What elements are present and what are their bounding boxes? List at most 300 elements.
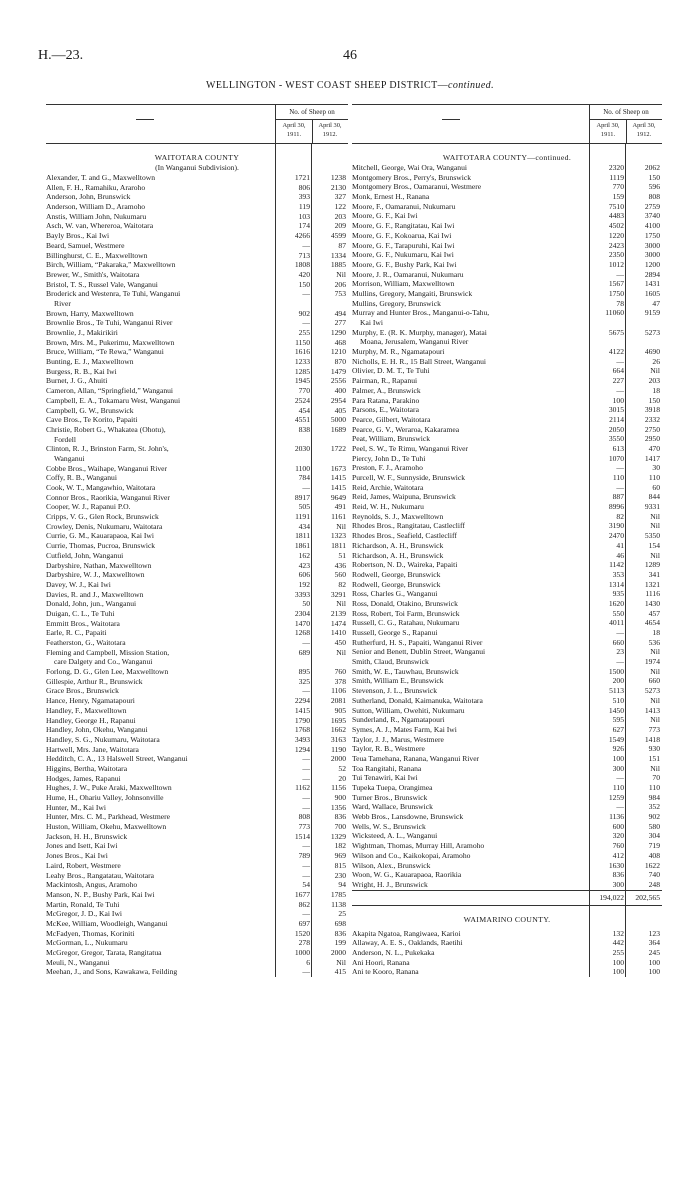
owner-name: Rodwell, George, Brunswick <box>352 569 441 579</box>
owner-name: McFadyen, Thomas, Koriniti <box>46 928 135 938</box>
sheep-1911: 82 <box>616 511 624 521</box>
owner-name: Pairman, R., Rapanui <box>352 376 418 386</box>
sheep-1912: 94 <box>338 880 346 890</box>
owner-name: Ross, Donald, Otakino, Brunswick <box>352 598 458 608</box>
owner-name: Campbell, G. W., Brunswick <box>46 405 134 415</box>
sheep-1912: 364 <box>648 938 660 948</box>
sheep-1911: 4011 <box>609 618 624 628</box>
sheep-1912: 1474 <box>330 618 346 628</box>
table-row <box>46 871 348 881</box>
year-1911-header: April 30, 1911. <box>276 120 313 144</box>
year-1911-header: April 30, 1911. <box>590 120 627 144</box>
owner-name: Campbell, E. A., Tokamaru West, Wanganui <box>46 395 181 405</box>
owner-name: Symes, A. J., Mates Farm, Kai Iwi <box>352 724 457 734</box>
table-row <box>352 948 662 958</box>
table-header <box>352 104 662 144</box>
owner-name: Emmitt Bros., Waitotara <box>46 618 120 628</box>
sheep-1911: 1285 <box>294 366 310 376</box>
owner-name: Hedditch, C. A., 13 Halswell Street, Wanganui <box>46 754 188 764</box>
owner-name: Pearce, Gilbert, Waitotara <box>352 414 431 424</box>
table-row <box>46 570 348 580</box>
owner-name: Alexander, T. and G., Maxwelltown <box>46 173 156 182</box>
sheep-1911: 689 <box>298 647 310 657</box>
sheep-1912: 844 <box>648 492 660 502</box>
sheep-1912: 415 <box>334 967 346 977</box>
sheep-1912: 1885 <box>330 260 346 270</box>
owner-name: Parsons, E., Waitotara <box>352 405 419 415</box>
sheep-1912: 2062 <box>644 163 660 172</box>
owner-name: Mullins, Gregory, Brunswick <box>352 298 441 308</box>
owner-name: Featherston, G., Waitotara <box>46 638 126 647</box>
table-row <box>352 182 662 192</box>
owner-name: Reid, W. H., Nukumaru <box>352 502 424 512</box>
table-row <box>352 967 662 977</box>
owner-name: Mitchell, George, Wai Ora, Wanganui <box>352 163 467 172</box>
table-row <box>46 774 348 784</box>
owner-name: Anderson, N. L., Pukekaka <box>352 947 435 957</box>
table-row <box>352 638 662 648</box>
sheep-1911: 4266 <box>294 231 310 241</box>
sheep-1912: 100 <box>648 957 660 967</box>
owner-name: Hunter, Mrs. C. M., Parkhead, Westmere <box>46 812 171 822</box>
sheep-1912: 1431 <box>644 279 660 289</box>
owner-name: Jones Bros., Kai Iwi <box>46 851 108 861</box>
sheep-1911: 606 <box>298 570 310 580</box>
sheep-1912: Nil <box>650 666 660 676</box>
sheep-1912: 18 <box>652 385 660 395</box>
owner-name: McKee, William, Woodleigh, Wanganui <box>46 918 168 928</box>
table-row <box>352 531 662 541</box>
sheep-1911: 162 <box>298 550 310 560</box>
table-row <box>46 357 348 367</box>
sheep-1912: 151 <box>648 753 660 763</box>
owner-name: Handley, John, Okehu, Wanganui <box>46 725 148 735</box>
owner-name: Sunderland, R., Ngamatapouri <box>352 715 445 725</box>
sheep-1911: 1142 <box>609 560 624 570</box>
table-row <box>352 715 662 725</box>
sheep-1912: 1161 <box>331 512 346 522</box>
owner-name: Gillespie, Arthur R., Brunswick <box>46 676 143 686</box>
sheep-1912: 536 <box>648 637 660 647</box>
sheep-1911: 3550 <box>608 434 624 444</box>
sheep-1911: 600 <box>612 821 624 831</box>
table-row-continuation <box>46 435 348 445</box>
sheep-1912: 3740 <box>644 211 660 221</box>
table-row <box>46 822 348 832</box>
table-row <box>352 521 662 531</box>
owner-name: Donald, John, jun., Wanganui <box>46 599 137 609</box>
owner-name: Mackintosh, Angus, Aramoho <box>46 880 138 890</box>
table-row <box>352 802 662 812</box>
sheep-1912: 905 <box>334 705 346 715</box>
owner-name: Preston, F. J., Aramoho <box>352 463 423 473</box>
sheep-1912: 969 <box>334 851 346 861</box>
owner-name: River <box>54 298 71 308</box>
sheep-1912: 199 <box>334 938 346 948</box>
sheep-1911: 1415 <box>294 705 310 715</box>
sheep-1912: 930 <box>648 744 660 754</box>
table-row <box>46 561 348 571</box>
county-heading-waimarino: WAIMARINO COUNTY. <box>463 914 551 924</box>
sheep-1912: 1238 <box>330 173 346 182</box>
sheep-1911: 103 <box>298 211 310 221</box>
table-row <box>352 551 662 561</box>
owner-name: Wilson and Co., Kaikokopai, Aramoho <box>352 850 471 860</box>
table-row <box>46 260 348 270</box>
owner-name: Cooper, W. J., Rapanui P.O. <box>46 502 131 512</box>
sheep-1911: — <box>302 763 310 773</box>
owner-name: Rodwell, George, Brunswick <box>352 579 441 589</box>
sheep-1912: 2081 <box>330 696 346 706</box>
table-row <box>46 861 348 871</box>
owner-name: Ross, Charles G., Wanganui <box>352 589 438 599</box>
title-text: WELLINGTON - WEST COAST SHEEP DISTRICT— <box>206 80 449 91</box>
table-row <box>352 289 662 299</box>
owner-name: Russell, George S., Rapanui <box>352 628 438 637</box>
table-row <box>46 502 348 512</box>
sheep-1911: 1150 <box>295 337 310 347</box>
owner-name: Peel, S. W., Te Rimu, Wanganui River <box>352 443 469 453</box>
table-row <box>46 735 348 745</box>
table-row <box>352 512 662 522</box>
sheep-1911: 8996 <box>608 502 624 512</box>
sheep-1911: 442 <box>612 938 624 948</box>
sheep-1911: 1750 <box>608 288 624 298</box>
owner-name: Tupeka Tuepa, Orangimea <box>352 783 433 792</box>
owner-name: Burnet, J. G., Ahuiti <box>46 376 108 386</box>
sheep-1912: 248 <box>648 879 660 889</box>
sheep-1911: 5113 <box>609 686 624 696</box>
table-row <box>352 173 662 183</box>
owner-name: Wilson, Alex., Brunswick <box>352 860 431 870</box>
table-row <box>352 618 662 628</box>
table-row <box>46 783 348 793</box>
sheep-1911: 664 <box>612 366 624 376</box>
owner-name: Smith, Claud, Brunswick <box>352 657 429 667</box>
table-row <box>46 890 348 900</box>
page-number: 46 <box>343 48 357 63</box>
table-row <box>352 773 662 783</box>
table-row <box>352 308 662 318</box>
owner-name: Handley, George H., Rapanui <box>46 715 136 725</box>
table-row <box>46 221 348 231</box>
sheep-1912: 1289 <box>644 560 660 570</box>
sheep-1912: 405 <box>334 405 346 415</box>
table-row <box>46 803 348 813</box>
table-row <box>352 463 662 473</box>
sheep-1911: 7510 <box>608 201 624 211</box>
sheep-1912: 122 <box>334 202 346 212</box>
table-row <box>352 831 662 841</box>
county-heading-continued: WAITOTARA COUNTY—continued. <box>442 153 572 162</box>
sheep-1911: — <box>302 289 310 299</box>
sheep-1911: 278 <box>298 938 310 948</box>
sheep-1912: 1329 <box>330 831 346 841</box>
owner-name: Cobbe Bros., Waihape, Wanganui River <box>46 463 168 473</box>
owner-name: Robertson, N. D., Waireka, Papaiti <box>352 560 458 570</box>
table-row <box>352 676 662 686</box>
owner-name: Hance, Henry, Ngamatapouri <box>46 696 135 706</box>
sheep-1911: 770 <box>298 386 310 396</box>
table-row <box>352 609 662 619</box>
sheep-1911: 320 <box>612 831 624 841</box>
owner-name: Manson, N. P., Bushy Park, Kai Iwi <box>46 889 155 899</box>
sheep-1911: 412 <box>612 850 624 860</box>
sheep-1911: 926 <box>612 744 624 754</box>
owner-name: Darbyshire, W. J., Maxwelltown <box>46 570 145 580</box>
sheep-1911: — <box>302 773 310 783</box>
table-row <box>46 628 348 638</box>
sheep-1912: 18 <box>652 628 660 637</box>
owner-name: Fleming and Campbell, Mission Station, <box>46 647 170 657</box>
owner-name: Clinton, R. J., Brinston Farm, St. John's, <box>46 444 169 454</box>
table-row <box>352 386 662 396</box>
owner-name: Bayly Bros., Kai Iwi <box>46 231 110 241</box>
sheep-1911: 6 <box>306 957 310 967</box>
sheep-1911: 2114 <box>609 414 624 424</box>
sheep-1911: 2294 <box>294 696 310 706</box>
total-1911: 194,022 <box>599 892 624 902</box>
owner-name: Earle, R. C., Papaiti <box>46 628 107 638</box>
table-row <box>352 270 662 280</box>
table-row <box>46 396 348 406</box>
sheep-1912: Nil <box>650 366 660 376</box>
table-row <box>46 415 348 425</box>
sheep-1911: 697 <box>298 918 310 928</box>
sheep-1911: 1100 <box>295 463 310 473</box>
table-row <box>352 754 662 764</box>
sheep-1911: 1233 <box>294 357 310 367</box>
table-row <box>46 686 348 696</box>
sheep-1912: 470 <box>648 443 660 453</box>
sheep-1911: 41 <box>616 540 624 550</box>
sheep-1911: 46 <box>616 550 624 560</box>
table-row <box>352 202 662 212</box>
sheep-1911: 174 <box>298 221 310 231</box>
sheep-1911: 902 <box>298 308 310 318</box>
sheep-1912: Nil <box>650 521 660 531</box>
table-row <box>46 745 348 755</box>
sheep-1911: 806 <box>298 182 310 192</box>
sheep-1912: 870 <box>334 357 346 367</box>
table-row <box>352 357 662 367</box>
table-row <box>46 473 348 483</box>
sheep-1911: 895 <box>298 667 310 677</box>
owner-name: Stevenson, J. L., Brunswick <box>352 686 438 696</box>
sheep-1911: 325 <box>298 676 310 686</box>
owner-name: Wright, H. J., Brunswick <box>352 879 428 889</box>
sheep-1912: 2950 <box>644 434 660 444</box>
owner-name: Murphy, E. (R. K. Murphy, manager), Matai <box>352 327 487 337</box>
table-row <box>46 464 348 474</box>
sheep-1911: 627 <box>612 724 624 734</box>
table-row <box>352 812 662 822</box>
table-row <box>46 919 348 929</box>
header-dash <box>442 119 460 120</box>
owner-name: Moore, G. F., Tarapuruhi, Kai Iwi <box>352 240 455 250</box>
owner-name: Sutton, William, Owehiti, Nukumaru <box>352 705 465 715</box>
table-row <box>46 967 348 977</box>
owner-name: Murphy, M. R., Ngamatapouri <box>352 347 445 357</box>
sheep-1911: 300 <box>612 763 624 773</box>
owner-name: Meuli, N., Wanganui <box>46 957 110 967</box>
sheep-1912: 209 <box>334 221 346 231</box>
owner-name: Ross, Robert, Toi Farm, Brunswick <box>352 608 460 618</box>
owner-name: Bunting, E. J., Maxwelltown <box>46 357 134 367</box>
owner-name: Grace Bros., Brunswick <box>46 686 119 696</box>
sheep-1912: 2556 <box>330 376 346 386</box>
table-row <box>46 192 348 202</box>
sheep-1911: 4502 <box>608 221 624 231</box>
owner-name: Christie, Robert G., Whakatea (Ohotu), <box>46 424 166 434</box>
owner-name: Hume, H., Ohariu Valley, Johnsonville <box>46 793 164 802</box>
sheep-1911: 770 <box>612 182 624 192</box>
sheep-1911: 3190 <box>608 521 624 531</box>
table-row <box>352 841 662 851</box>
sheep-1912: 2130 <box>330 182 346 192</box>
table-row <box>46 551 348 561</box>
owner-name: Moore, G. F., Nukumaru, Kai Iwi <box>352 250 454 260</box>
sheep-1911: 1070 <box>608 453 624 463</box>
owner-name: Montgomery Bros., Perry's, Brunswick <box>352 172 472 182</box>
title-continued: continued. <box>448 80 494 91</box>
table-row <box>46 696 348 706</box>
sheep-1912: 1605 <box>644 288 660 298</box>
page-title <box>0 80 700 91</box>
sheep-1911: 3393 <box>294 589 310 599</box>
sheep-1911: 789 <box>298 851 310 861</box>
sheep-1911: 760 <box>612 841 624 851</box>
sheep-1911: — <box>302 967 310 977</box>
sheep-1912: 1811 <box>331 541 346 551</box>
sheep-1911: 1861 <box>294 541 310 551</box>
table-row <box>46 347 348 357</box>
sheep-1912: 596 <box>648 182 660 192</box>
sheep-1911: 150 <box>298 279 310 289</box>
owner-name: Davies, R. and J., Maxwelltown <box>46 589 144 599</box>
owner-name: Teua Tamehana, Ranana, Wanganui River <box>352 753 480 763</box>
sheep-1912: 100 <box>648 967 660 977</box>
sheep-1911: 660 <box>612 637 624 647</box>
table-row <box>352 211 662 221</box>
table-row <box>46 280 348 290</box>
owner-name: Crowley, Denis, Nukumaru, Waitotara <box>46 521 163 531</box>
table-row <box>46 938 348 948</box>
owner-name: Smith, W. E., Tauwhau, Brunswick <box>352 666 459 676</box>
owner-name: Smith, William E., Brunswick <box>352 676 444 686</box>
table-row <box>352 764 662 774</box>
sheep-1911: 862 <box>298 899 310 909</box>
owner-name: Leahy Bros., Rangatatau, Waitotara <box>46 870 155 880</box>
owner-name: Pearce, G. V., Weraroa, Kakaramea <box>352 424 460 434</box>
sheep-1911: 2470 <box>608 531 624 541</box>
sheep-1911: — <box>616 773 624 783</box>
table-row <box>46 599 348 609</box>
sheep-1911: 159 <box>612 192 624 202</box>
owner-name: Morrison, William, Maxwelltown <box>352 279 455 289</box>
table-row <box>46 609 348 619</box>
table-row <box>352 473 662 483</box>
sheep-1911: 1268 <box>294 628 310 638</box>
table-row <box>352 667 662 677</box>
sheep-1911: 1616 <box>294 347 310 357</box>
sheep-1912: 150 <box>648 395 660 405</box>
owner-name: Moore, G. F., Bushy Park, Kai Iwi <box>352 259 457 269</box>
sheep-1912: 984 <box>648 792 660 802</box>
sheep-1911: — <box>302 483 310 492</box>
sheep-1912: 580 <box>648 821 660 831</box>
sheep-1912: 660 <box>648 676 660 686</box>
sheep-1912: 1622 <box>644 860 660 870</box>
owner-name: Hughes, J. W., Puke Araki, Maxwelltown <box>46 783 172 793</box>
sheep-1912: 5273 <box>644 686 660 696</box>
sheep-1911: 255 <box>612 947 624 957</box>
table-row <box>46 531 348 541</box>
owner-name: Currie, Thomas, Pucroa, Brunswick <box>46 541 156 551</box>
sheep-1911: 132 <box>612 928 624 938</box>
sheep-1911: 1012 <box>608 259 624 269</box>
owner-name: Allen, F. H., Ramahiku, Araroho <box>46 182 146 192</box>
sheep-1911: 808 <box>298 812 310 822</box>
table-row <box>352 870 662 880</box>
owner-name: Taylor, R. B., Westmere <box>352 744 425 754</box>
sheep-1912: 719 <box>648 841 660 851</box>
sheep-1911: — <box>302 860 310 870</box>
sheep-1912: 1417 <box>644 453 660 463</box>
sheep-1911: 2423 <box>608 240 624 250</box>
sheep-1911: 23 <box>616 647 624 657</box>
sheep-1911: 935 <box>612 589 624 599</box>
owner-name: Darbyshire, Nathan, Maxwelltown <box>46 560 152 570</box>
table-row <box>352 851 662 861</box>
sheep-1912: 698 <box>334 918 346 928</box>
table-row <box>352 570 662 580</box>
owner-name: care Dalgety and Co., Wanganui <box>54 657 153 667</box>
owner-name: Richardson, A. H., Brunswick <box>352 550 444 560</box>
sheep-1911: 100 <box>612 395 624 405</box>
sheep-count-header <box>589 105 662 143</box>
sheep-1912: 3163 <box>330 734 346 744</box>
sheep-1911: 1768 <box>294 725 310 735</box>
sheep-1912: Nil <box>650 511 660 521</box>
no-of-sheep-label: No. of Sheep on <box>276 105 348 120</box>
owner-name: Tui Tenawiri, Kai Iwi <box>352 773 418 783</box>
sheep-1911: 110 <box>612 473 624 482</box>
sheep-1911: 505 <box>298 502 310 512</box>
owner-name: Senior and Benett, Dublin Street, Wanganui <box>352 647 486 657</box>
owner-name: Brewer, W., Smith's, Waitotara <box>46 269 140 279</box>
owner-name: Allaway, A. E. S., Oaklands, Raetihi <box>352 938 463 948</box>
sheep-1912: 1430 <box>644 598 660 608</box>
table-row <box>46 406 348 416</box>
sheep-1911: — <box>616 463 624 473</box>
report-reference: H.—23. <box>38 48 84 63</box>
sheep-1912: 457 <box>648 608 660 618</box>
sheep-1912: 378 <box>334 676 346 686</box>
sheep-1912: 3000 <box>644 250 660 260</box>
table-row <box>352 299 662 309</box>
table-row <box>46 880 348 890</box>
sheep-1912: 277 <box>334 318 346 328</box>
table-row <box>352 589 662 599</box>
table-row <box>46 677 348 687</box>
sheep-1911: 78 <box>616 298 624 308</box>
sheep-1912: 352 <box>648 802 660 812</box>
owner-name: Laird, Robert, Westmere <box>46 860 121 870</box>
sheep-1912: 1138 <box>331 899 346 909</box>
table-row <box>352 861 662 871</box>
sheep-1911: — <box>302 793 310 802</box>
